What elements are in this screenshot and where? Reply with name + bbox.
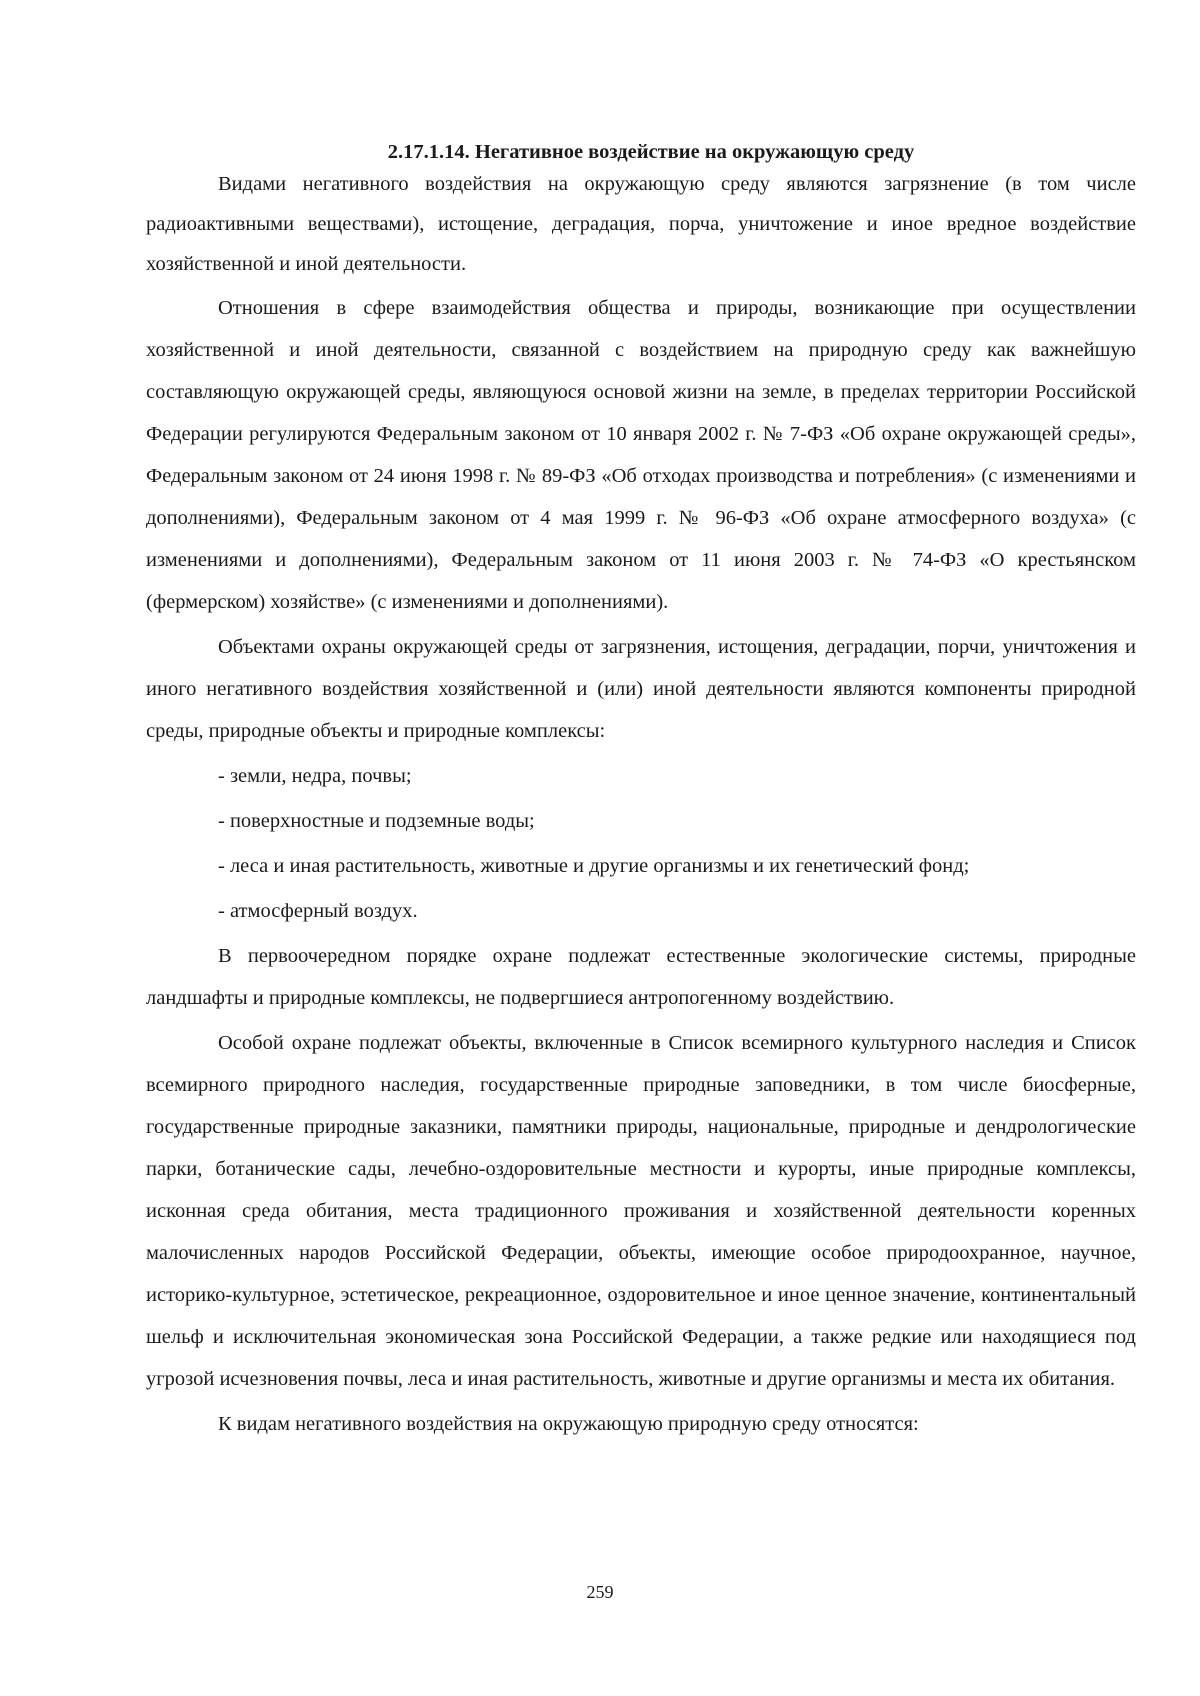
list-item-air: - атмосферный воздух. [218, 900, 418, 922]
paragraph-special-protection: Особой охране подлежат объекты, включенные в Список всемирного культурного наследия и Список всемирного природного наследия, государственные природные заповедники, в том числе биосферные, государственные природные заказники, памятники природы, национальные, природные и дендрологические парки, ботанические сады, лечебно-оздоровительные местности и курорты, иные природные комплексы, исконная среда обитания, места традиционного проживания и хозяйственной деятельности коренных малочисленных народов Российской Федерации, объекты, имеющие особое природоохранное, научное, историко-культурное, эстетическое, рекреационное, оздоровительное и иное ценное значение, континентальный шельф и исключительная экономическая зона Российской Федерации, а также редкие или находящиеся под угрозой исчезновения почвы, леса и иная растительность, животные и другие организмы и места их обитания. [146, 1032, 1136, 1390]
list-item-forests: - леса и иная растительность, животные и другие организмы и их генетический фонд; [218, 855, 970, 877]
list-item-waters: - поверхностные и подземные воды; [218, 810, 535, 832]
paragraph-protection-objects: Объектами охраны окружающей среды от загрязнения, истощения, деградации, порчи, уничтожения и иного негативного воздействия хозяйственной и (или) иной деятельности являются компоненты природной среды, природные объекты и природные комплексы: [146, 636, 1136, 742]
paragraph-types-of-impact: Видами негативного воздействия на окружающую среду являются загрязнение (в том числе радиоактивными веществами), истощение, деградация, порча, уничтожение и иное вредное воздействие хозяйственной и иной деятельности. [146, 173, 1136, 275]
section-heading: 2.17.1.14. Негативное воздействие на окружающую среду [387, 141, 915, 163]
paragraph-impact-kinds: К видам негативного воздействия на окружающую природную среду относятся: [218, 1413, 919, 1435]
document-page [146, 138, 1136, 1448]
page-number: 259 [586, 1582, 614, 1602]
paragraph-priority-protection: В первоочередном порядке охране подлежат естественные экологические системы, природные ландшафты и природные комплексы, не подвергшиеся антропогенному воздействию. [146, 945, 1136, 1009]
paragraph-legal-regulation: Отношения в сфере взаимодействия общества и природы, возникающие при осуществлении хозяйственной и иной деятельности, связанной с воздействием на природную среду как важнейшую составляющую окружающей среды, являющуюся основой жизни на земле, в пределах территории Российской Федерации регулируются Федеральным законом от 10 января 2002 г. № 7-ФЗ «Об охране окружающей среды», Федеральным законом от 24 июня 1998 г. № 89-ФЗ «Об отходах производства и потребления» (с изменениями и дополнениями), Федеральным законом от 4 мая 1999 г. № 96-ФЗ «Об охране атмосферного воздуха» (с изменениями и дополнениями), Федеральным законом от 11 июня 2003 г. № 74-ФЗ «О крестьянском (фермерском) хозяйстве» (с изменениями и дополнениями). [146, 297, 1136, 613]
list-item-lands: - земли, недра, почвы; [218, 765, 412, 787]
